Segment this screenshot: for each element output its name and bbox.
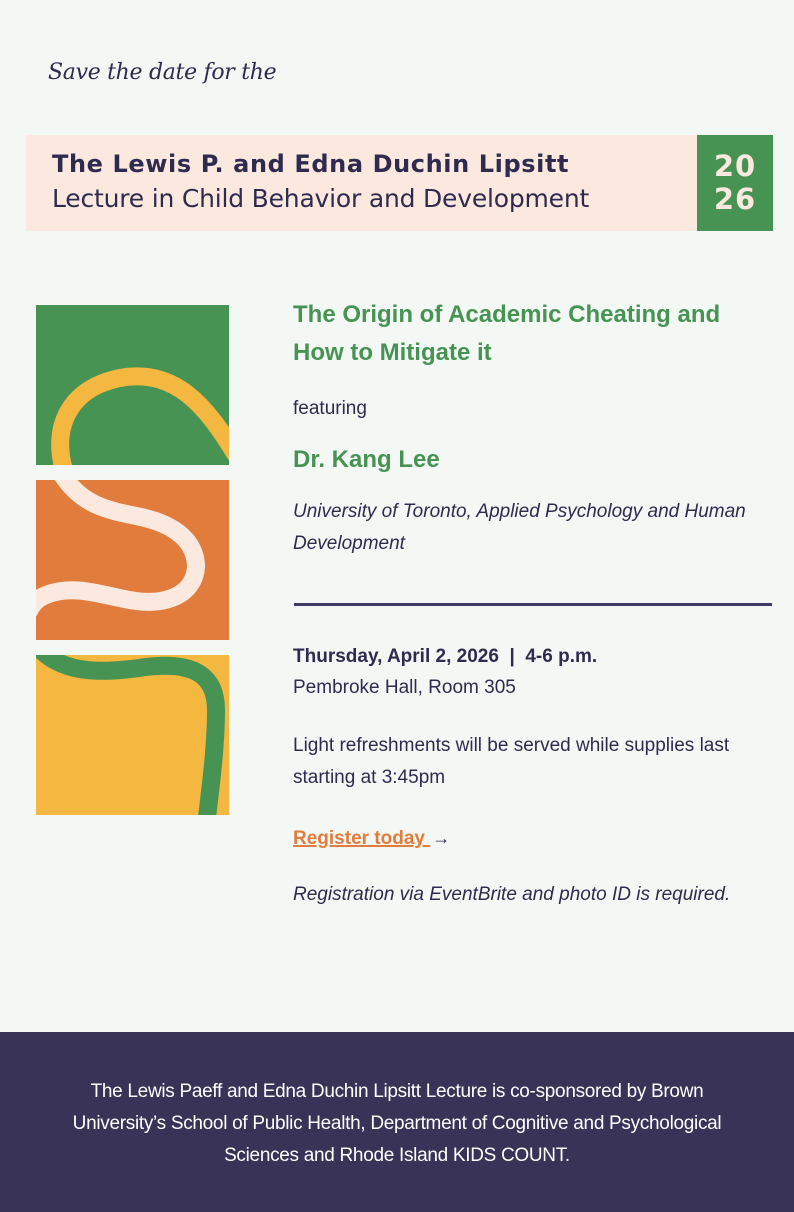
sponsor-text: The Lewis Paeff and Edna Duchin Lipsitt Lecture is co-sponsored by Brown University’s School of Public Health, Department of Cognitive and Psychological Sciences and Rhode Island KIDS COUNT. bbox=[72, 1081, 722, 1166]
save-the-date-heading: Save the date for the bbox=[48, 60, 277, 85]
talk-info bbox=[293, 296, 773, 560]
registration-note: Registration via EventBrite and photo ID is required. bbox=[293, 884, 731, 905]
speaker-name: Dr. Kang Lee bbox=[293, 446, 440, 473]
speaker-affiliation: University of Toronto, Applied Psychology and Human Development bbox=[293, 501, 746, 554]
banner-title-line2: Lecture in Child Behavior and Development bbox=[52, 184, 590, 213]
year-bottom: 26 bbox=[713, 182, 757, 216]
sponsor-footer bbox=[0, 1032, 794, 1212]
banner-title-line1: The Lewis P. and Edna Duchin Lipsitt bbox=[52, 150, 570, 178]
section-divider bbox=[294, 603, 772, 606]
year-top: 20 bbox=[713, 149, 757, 183]
lecture-banner bbox=[26, 135, 773, 231]
talk-title: The Origin of Academic Cheating and How to Mitigate it bbox=[293, 301, 721, 366]
event-datetime: Thursday, April 2, 2026 | 4-6 p.m. bbox=[293, 646, 598, 667]
banner-year bbox=[697, 135, 773, 231]
banner-title bbox=[26, 135, 697, 231]
refreshments-note: Light refreshments will be served while supplies last starting at 3:45pm bbox=[293, 735, 730, 788]
event-details bbox=[293, 642, 773, 911]
event-venue: Pembroke Hall, Room 305 bbox=[293, 677, 516, 698]
register-today-link[interactable]: Register today bbox=[293, 828, 431, 849]
arrow-right-icon: → bbox=[432, 828, 451, 848]
register-row bbox=[293, 822, 773, 855]
winding-path-tiles-icon bbox=[36, 305, 229, 815]
featuring-label: featuring bbox=[293, 398, 367, 419]
